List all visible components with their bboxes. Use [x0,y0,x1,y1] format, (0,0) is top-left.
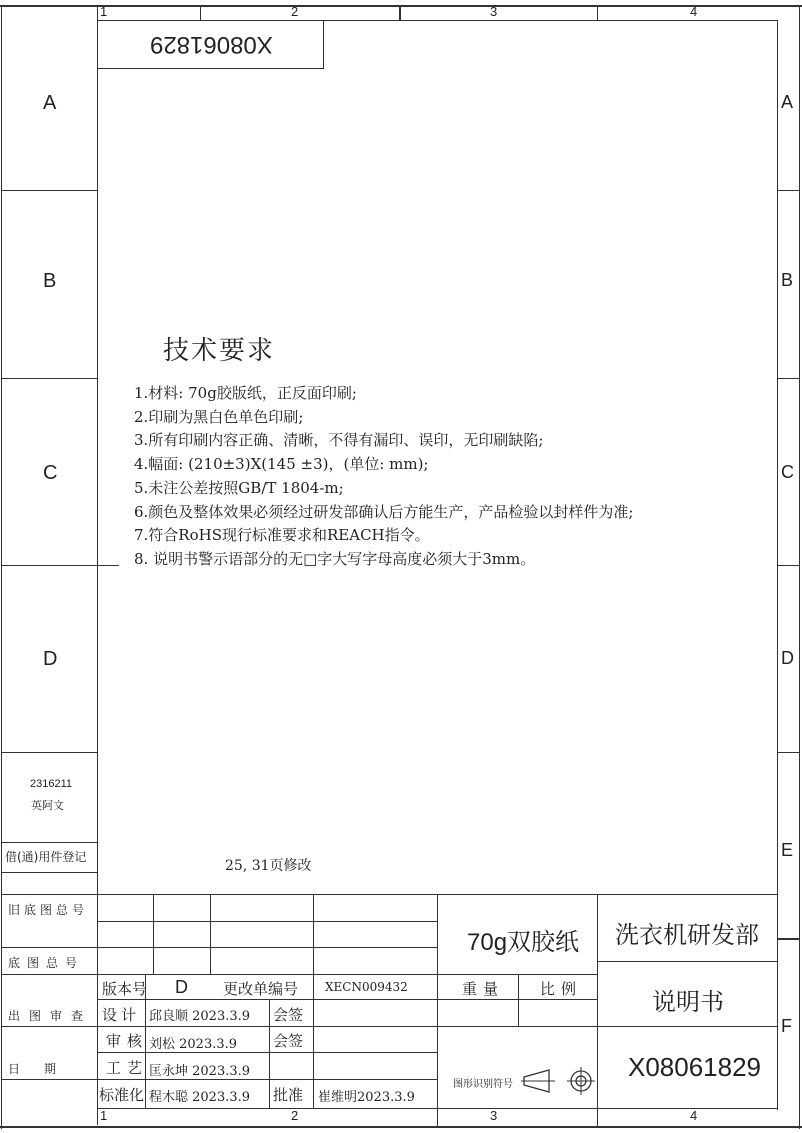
col-sep [399,5,401,20]
left-border [1,5,2,1129]
row-sep [1,190,97,191]
tech-item: 4.幅面: (210±3)X(145 ±3)，(单位: mm); [134,455,429,474]
base-drawing-label: 底图总号 [8,956,85,970]
tech-item: 8. 说明书警示语部分的无□字大写字母高度必须大于3mm。 [134,549,536,568]
old-base-drawing-label: 旧底图总号 [8,903,89,917]
tb-line [210,894,211,974]
standardization-label: 标准化 [99,1086,145,1104]
col-sep [437,1108,438,1126]
process-label: 工艺 [106,1059,149,1077]
process-value: 匡永坤 2023.3.9 [149,1064,251,1079]
tb-line [1,974,597,975]
tb-line [97,999,597,1000]
zone-letter-right: D [781,648,794,668]
date-label: 日 期 [8,1062,63,1076]
symbol-label: 图形识别符号 [453,1079,513,1090]
row-sep [777,190,799,191]
row-sep [1,872,97,873]
row-sep [777,752,799,753]
column-number: 2 [291,1108,299,1123]
column-number: 4 [690,4,698,19]
zone-letter-right: E [781,840,794,860]
standardization-value: 程木聪 2023.3.9 [149,1090,251,1105]
zone-letter-left: A [43,92,57,114]
zone-letter-left: D [43,648,58,670]
material-value: 70g双胶纸 [467,929,580,956]
tech-item: 6.颜色及整体效果必须经过研发部确认后方能生产，产品检验以封样件为准; [134,502,634,521]
ecn-value: XECN009432 [325,980,408,994]
col-sep [597,1108,598,1126]
weight-label: 重量 [462,980,505,998]
column-number: 2 [291,4,299,19]
tb-line [518,974,519,1026]
column-number: 4 [690,1108,698,1123]
tb-line [597,961,777,962]
zone-letter-right: F [781,1016,792,1036]
row-sep [777,565,799,566]
top-border [0,5,802,7]
tech-requirements-heading: 技术要求 [163,336,276,366]
stamp-name: 英阿文 [31,799,64,812]
check-label: 审核 [106,1032,149,1050]
row-sep [1,565,119,566]
approve-label: 批准 [273,1086,304,1104]
department-name: 洗衣机研发部 [615,921,759,949]
out-review-label: 出图审查 [8,1009,93,1023]
design-label: 设计 [102,1006,141,1024]
tb-line [97,1052,437,1053]
tech-requirements-list [134,382,633,572]
column-number: 1 [100,4,108,19]
tb-line [437,894,438,1108]
tb-line [1,1026,777,1027]
borrow-register-label: 借(通)用件登记 [5,850,87,864]
zone-letter-right: C [781,462,794,482]
column-number: 3 [490,1108,498,1123]
zone-letter-right: A [781,92,794,112]
column-number: 1 [100,1108,108,1123]
row-sep [777,378,799,379]
stamp-code: 2316211 [30,778,73,790]
document-name: 说明书 [652,988,724,1016]
countersign-label: 会签 [273,1006,304,1024]
col-sep [597,5,598,20]
row-sep [1,752,97,753]
tech-item: 3.所有印刷内容正确、清晰，不得有漏印、误印，无印刷缺陷; [134,431,544,450]
bottom-border [0,1126,802,1128]
zone-letter-left: C [43,462,58,484]
tb-line [153,894,154,974]
design-value: 邱良顺 2023.3.9 [149,1009,251,1024]
col-sep [200,5,201,20]
countersign-label: 会签 [273,1032,304,1050]
tb-line [313,894,314,1108]
tech-item: 5.未注公差按照GB/T 1804-m; [134,478,344,497]
approve-value: 崔维明2023.3.9 [318,1090,415,1105]
tb-line [1,1079,437,1080]
zone-letter-right: B [781,270,794,290]
tech-item: 1.材料: 70g胶版纸，正反面印刷; [134,384,357,402]
row-sep [1,842,97,843]
version-label: 版本号 [102,980,148,998]
row-sep [1,378,97,379]
tb-line [1,947,437,948]
row-sep [777,938,799,940]
scale-label: 比例 [540,980,583,998]
version-value: D [175,977,188,997]
column-number: 3 [490,4,498,19]
ecn-label: 更改单编号 [223,980,299,998]
drawing-number-top: X08061829 [150,31,273,58]
check-value: 刘松 2023.3.9 [149,1037,238,1052]
tb-line [97,921,437,922]
zone-letter-left: B [43,270,57,292]
drawing-number: X08061829 [628,1052,762,1082]
tech-item: 2.印刷为黑白色单色印刷; [134,407,304,426]
tb-line [1,894,778,895]
right-border [799,5,800,1129]
projection-symbol-icon [521,1066,601,1096]
revision-note: 25, 31页修改 [225,858,312,874]
tech-item: 7.符合RoHS现行标准要求和REACH指令。 [134,526,430,545]
tb-line [269,999,270,1108]
